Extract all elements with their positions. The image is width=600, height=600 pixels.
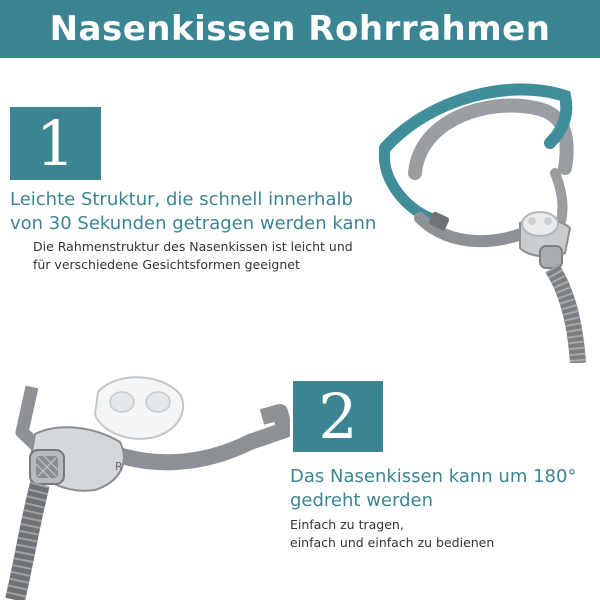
feature-1-description (33, 238, 393, 274)
nasal-pillow-frame-closeup-image (0, 372, 290, 600)
feature-2-description (290, 516, 595, 552)
feature-2-heading-line-1: Das Nasenkissen kann um 180° (290, 466, 577, 487)
page-title: Nasenkissen Rohrrahmen (49, 9, 551, 49)
feature-2-description-line-2: einfach und einfach zu bedienen (290, 535, 495, 550)
feature-1-heading-line-1: Leichte Struktur, die schnell innerhalb (10, 189, 353, 210)
feature-2-description-line-1: Einfach zu tragen, (290, 517, 404, 532)
feature-number-1: 1 (10, 107, 101, 180)
feature-1-description-line-2: für verschiedene Gesichtsformen geeignet (33, 257, 300, 272)
title-banner (0, 0, 600, 58)
feature-number-2: 2 (293, 381, 383, 452)
feature-1-description-line-1: Die Rahmenstruktur des Nasenkissen ist leicht und (33, 239, 353, 254)
feature-2-heading-line-2: gedreht werden (290, 490, 433, 511)
feature-2-heading (290, 465, 595, 513)
feature-1-heading-line-2: von 30 Sekunden getragen werden kann (10, 213, 377, 234)
frame-letter-r: R (115, 460, 123, 473)
nasal-pillow-headgear-image (360, 78, 600, 363)
feature-1-heading (10, 188, 410, 236)
